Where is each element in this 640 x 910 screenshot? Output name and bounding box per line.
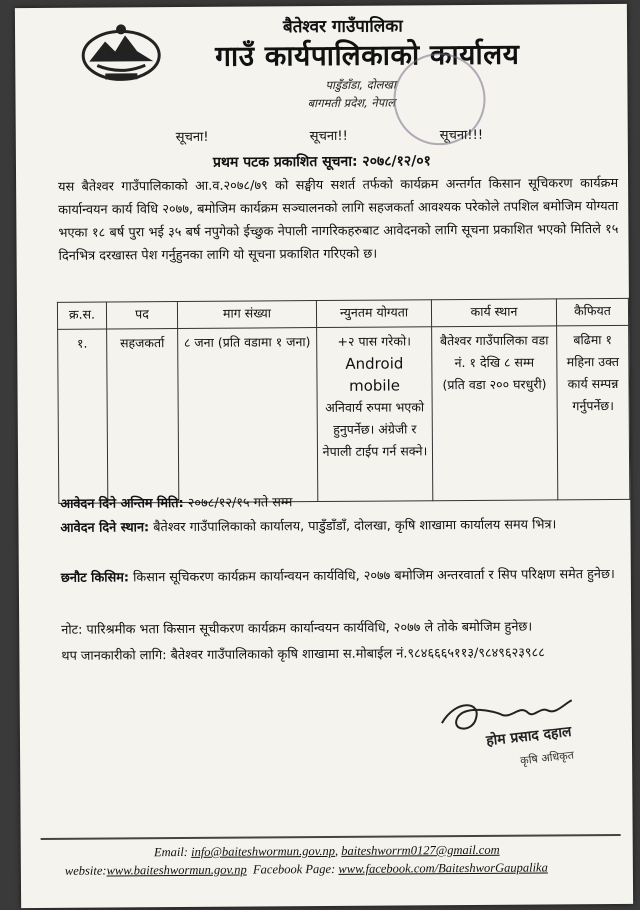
selection-method-label: छनौट किसिम: [60, 570, 130, 586]
application-place-label: आवेदन दिने स्थान: [60, 520, 150, 536]
qualification-line-1: +२ पास गरेको। [337, 333, 411, 349]
col-qualification: न्युनतम योग्यता [316, 300, 431, 328]
cell-demand: ८ जना (प्रति वडामा १ जना) [178, 328, 318, 503]
col-sn: क्र.स. [57, 302, 106, 329]
footer-divider [41, 834, 621, 840]
website-link[interactable]: www.baiteshwormun.gov.np [106, 862, 247, 878]
col-post: पद [106, 302, 177, 329]
signatory-title: कृषि अधिकृत [519, 748, 575, 768]
cell-work-place [432, 326, 558, 501]
cell-sn: १. [58, 329, 108, 503]
notice-document [15, 4, 633, 908]
note-line: नोट: पारिश्रमीक भता किसान सूचीकरण कार्यक्रम कार्यान्वयन कार्यविधि, २०७७ ले तोके बमोजिम हुनेछ। [61, 619, 533, 638]
selection-method-value: किसान सूचिकरण कार्यक्रम कार्यान्वयन कार्यविधि, २०७७ बमोजिम अन्तरवार्ता र सिप परिक्षण समेत हुनेछ। [133, 566, 615, 586]
cell-post: सहजकर्ता [107, 329, 179, 503]
office-title: गाउँ कार्यपालिकाको कार्यालय [215, 37, 520, 73]
vacancy-table [57, 298, 630, 504]
col-demand: माग संख्या [177, 301, 316, 329]
email-line: Email: info@baiteshwormun.gov.np, baiteshworrm0127@gmail.com [153, 842, 500, 860]
qualification-line-3: अनिवार्य रुपमा भएको हुनुपर्नेछ। अंग्रेजी र नेपाली टाईप गर्न सक्ने। [322, 399, 428, 460]
address-line-1: पाडुँडाँडा, दोलखा [325, 77, 396, 92]
email-label: Email: [153, 844, 188, 860]
application-place-value: बैतेश्वर गाउँपालिकाको कार्यालय, पाडुँडाँडाँ, दोलखा, कृषि शाखामा कार्यालय समय भित्र। [153, 517, 557, 536]
notice-word-3: सूचना!!! [439, 127, 484, 144]
qualification-line-2: Android mobile [345, 354, 404, 395]
website-label: website: [64, 863, 107, 878]
more-info-line: थप जानकारीको लागि: बैतेश्वर गाउँपालिकाको कृषि शाखामा स.मोबाईल नं.९८४६६६५११३/९८४९६२३९८८ [61, 645, 545, 664]
selection-method-line [61, 564, 631, 590]
letterhead [15, 4, 628, 128]
notice-intro-paragraph: यस बैतेश्वर गाउँपालिकाको आ.व.२०७८/७९ को सङ्घीय सशर्त तर्फको कार्यक्रम अन्तर्गत किसान सूचिकरण कार्यक्रम कार्यान्वयन कार्य विधि २०७७, बमोजिम कार्यक्रम सञ्चालनको लागि सहजकर्ता आवश्यक परेकोले तपशिल बमोजिम योग्यता भएका १८ बर्ष पुरा भई ३५ बर्ष नपुगेको ईच्छुक नेपाली नागरिकहरुबाट आवेदनको लागि सूचना प्रकाशित भएको मितिले १५ दिनभित्र दरखास्त पेश गर्नुहुनका लागि यो सूचना प्रकाशित गरिएको छ। [58, 175, 619, 264]
facebook-label: Facebook Page: [252, 861, 336, 877]
municipality-name: बैतेश्वर गाउँपालिका [282, 16, 403, 38]
deadline-label: आवेदन दिने अन्तिम मिति: [60, 495, 184, 512]
email-link-2[interactable]: baiteshworrm0127@gmail.com [341, 842, 500, 858]
table-row [58, 325, 630, 503]
website-line [65, 860, 548, 878]
deadline-value: २०७८/१२/१५ गते सम्म [187, 495, 293, 511]
table-header-row [57, 298, 628, 329]
notice-word-2: सूचना!! [309, 128, 348, 145]
facebook-link[interactable]: www.facebook.com/BaiteshworGaupalika [338, 860, 548, 876]
notice-title: प्रथम पटक प्रकाशित सूचना: २०७८/१२/०१ [212, 153, 431, 171]
cell-remarks: बढिमा १ महिना उक्त कार्य सम्पन्न गर्नुपर्नेछ। [557, 325, 630, 499]
work-place-line-2: (प्रति वडा २०० घरधुरी) [442, 376, 547, 393]
work-place-line-1: बैतेश्वर गाउँपालिका वडा नं. १ देखि ८ सम्म [439, 332, 549, 371]
cell-qualification [317, 327, 433, 502]
notice-word-1: सूचना! [175, 129, 209, 146]
application-place-line [60, 514, 630, 540]
col-work-place: कार्य स्थान [431, 299, 556, 327]
col-remarks: कैफियत [556, 298, 628, 326]
signatory-name: होम प्रसाद दहाल [485, 723, 573, 750]
email-link-1[interactable]: info@baiteshwormun.gov.np [191, 843, 336, 859]
nepal-emblem-logo [75, 21, 167, 88]
deadline-line [60, 490, 630, 516]
address-line-2: बागमती प्रदेश, नेपाल [307, 95, 396, 111]
